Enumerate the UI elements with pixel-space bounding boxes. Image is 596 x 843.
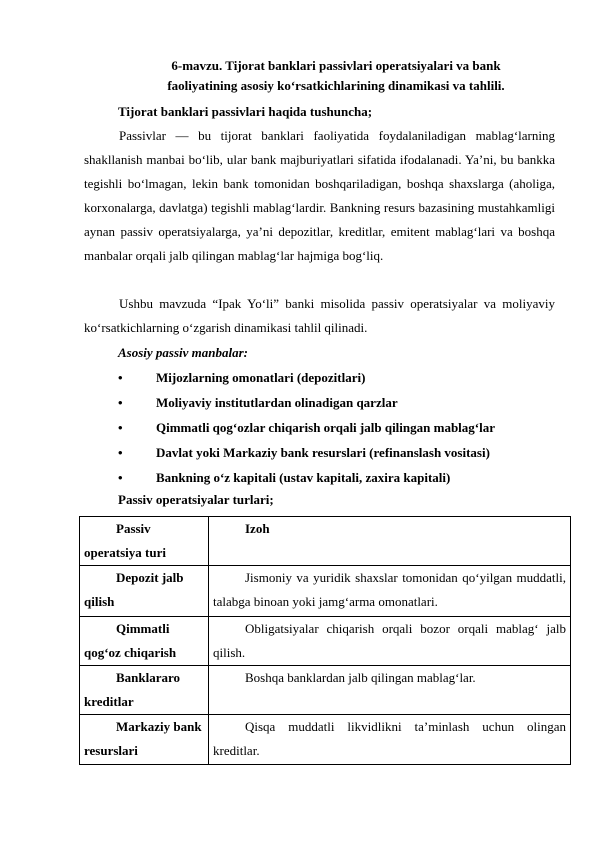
cell-desc: Qisqa muddatli likvidlikni ta’minlash uchun olingan kreditlar. <box>209 715 571 765</box>
header-cell-note: Izoh <box>209 517 571 566</box>
cell-desc: Jismoniy va yuridik shaxslar tomonidan qo‘yilgan muddatli, talabga binoan yoki jamg‘arma omonatlari. <box>209 566 571 617</box>
cell-desc: Boshqa banklardan jalb qilingan mablag‘lar. <box>209 666 571 715</box>
paragraph-passives-definition <box>84 124 555 268</box>
document-title <box>118 56 554 96</box>
cell-desc: Obligatsiyalar chiqarish orqali bozor orqali mablag‘ jalb qilish. <box>209 617 571 666</box>
sources-heading: Asosiy passiv manbalar: <box>118 345 249 360</box>
header-cell-type: Passiv operatsiya turi <box>80 517 209 566</box>
table-row <box>80 715 571 765</box>
table-header-row <box>80 517 571 566</box>
cell-type: Markaziy bank resurslari <box>80 715 209 765</box>
cell-type: Depozit jalb qilish <box>80 566 209 617</box>
cell-type: Banklararo kreditlar <box>80 666 209 715</box>
paragraph-1-text: Passivlar — bu tijorat banklari faoliyatida foydalaniladigan mablag‘larning shakllanish manbai bo‘lib, ular bank majburiyatlari sifatida ifodalanadi. Ya’ni, bu bankka tegishli bo‘lmagan, lekin bank tomonidan boshqariladigan, boshqa shaxslarga (aholiga, korxonalarga, davlatga) tegishli mablag‘lardir. Bankning resurs bazasining mustahkamligi aynan passiv operatsiyalarga, ya’ni depozitlar, kreditlar, emitent mablag‘lari va boshqa manbalar orqali jalb qilingan mablag‘lar hajmiga bog‘liq. <box>84 128 555 263</box>
types-heading: Passiv operatsiyalar turlari; <box>118 492 274 507</box>
section-heading-passives: Tijorat banklari passivlari haqida tushuncha; <box>118 104 373 119</box>
title-line-1: 6-mavzu. Tijorat banklari passivlari operatsiyalari va bank <box>171 58 501 73</box>
bullet-icon: • <box>118 420 123 435</box>
bullet-icon: • <box>118 370 123 385</box>
paragraph-2-text: Ushbu mavzuda “Ipak Yo‘li” banki misolida passiv operatsiyalar va moliyaviy ko‘rsatkichlarning o‘zgarish dinamikasi tahlil qilinadi. <box>84 296 555 335</box>
table-row <box>80 666 571 715</box>
title-line-2: faoliyatining asosiy ko‘rsatkichlarining dinamikasi va tahlili. <box>167 78 505 93</box>
table-row <box>80 566 571 617</box>
document-page: 6-mavzu. Tijorat banklari passivlari operatsiyalari va bank faoliyatining asosiy ko‘rsatkichlarining dinamikasi va tahlili. Tijorat banklari passivlari haqida tushuncha; Passivlar — bu tijorat banklari faoliyatida foydalaniladigan mablag‘larning shakllanish manbai bo‘lib, ular bank majburiyatlari sifatida ifodalanadi. Ya’ni, bu bankka tegishli bo‘lmagan, lekin bank tomonidan boshqariladigan, boshqa shaxslarga (aholiga, korxonalarga, davlatga) tegishli mablag‘lardir. Bankning resurs bazasining mustahkamligi aynan passiv operatsiyalarga, ya’ni depozitlar, kreditlar, emitent mablag‘lari va boshqa manbalar orqali jalb qilingan mablag‘lar hajmiga bog‘liq. Ushbu mavzuda “Ipak Yo‘li” banki misolida passiv operatsiyalar va moliyaviy ko‘rsatkichlarning o‘zgarish dinamikasi tahlil qilinadi. Asosiy passiv manbalar: • Mijozlarning omonatlari (depozitlari) • Moliyaviy institutlardan olinadigan qarzlar • Qimmatli qog‘ozlar chiqarish orqali jalb qilingan mablag‘lar • Davlat yoki Markaziy bank resurslari (refinanslash vositasi) • Bankning o‘z kapitali (ustav kapitali, zaxira kapitali) Passiv operatsiyalar turlari; Passiv operatsiya turi Izoh Depozit jalb qilish Jismoniy va yuridik shaxslar tomonidan qo‘yilgan muddatli, talabga binoan yoki jamg‘arma omonatlari. Qimmatli qog‘oz chiqarish Obligatsiyalar chiqarish orqali bozor orqali mablag‘ jalb qilish. Banklararo kreditlar Boshqa banklardan jalb qilingan mablag‘lar. Markaziy bank resurslari Qisqa muddatli likvidlikni ta’minlash uchun olingan kreditlar. <box>0 0 596 843</box>
bullet-icon: • <box>118 395 123 410</box>
paragraph-topic-scope <box>84 292 555 340</box>
bullet-icon: • <box>118 470 123 485</box>
cell-type: Qimmatli qog‘oz chiqarish <box>80 617 209 666</box>
table-row <box>80 617 571 666</box>
bullet-icon: • <box>118 445 123 460</box>
passive-operations-table <box>79 516 571 765</box>
